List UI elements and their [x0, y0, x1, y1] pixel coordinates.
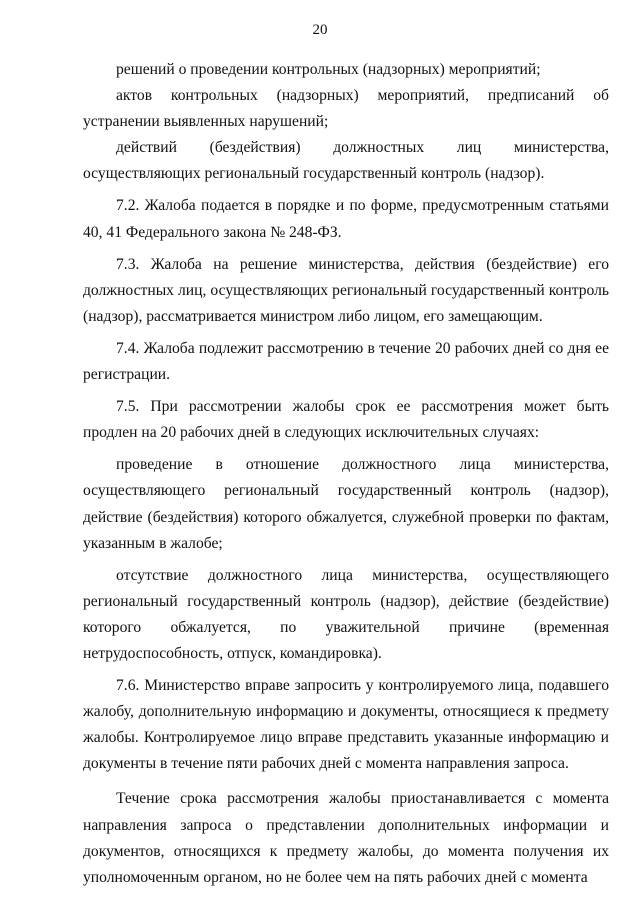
paragraph-7-2: 7.2. Жалоба подается в порядке и по форме, предусмотренным статьями 40, 41 Федерального закона № 248-ФЗ. — [83, 197, 609, 241]
paragraph-7-4: 7.4. Жалоба подлежит рассмотрению в течение 20 рабочих дней со дня ее регистрации. — [83, 339, 609, 384]
paragraph-suspension: Течение срока рассмотрения жалобы приостанавливается с момента направления запроса о представлении дополнительных информации и документов, относящихся к предмету жалобы, до момента получения их уполномоченным органом, но не более чем на пять рабочих дней с момента — [83, 790, 609, 886]
paragraph-case-inspection: проведение в отношение должностного лица министерства, осуществляющего региональный государственный контроль (надзор), действие (бездействия) которого обжалуется, служебной проверки по фактам, указанным в жалобе; — [83, 456, 609, 552]
paragraph-list-item-decisions: решений о проведении контрольных (надзорных) мероприятий; — [116, 61, 541, 78]
paragraph-list-item-acts: актов контрольных (надзорных) мероприятий, предписаний об устранении выявленных нарушений; — [83, 87, 609, 131]
document-body — [83, 57, 609, 891]
paragraph-7-3: 7.3. Жалоба на решение министерства, действия (бездействие) его должностных лиц, осуществляющих региональный государственный контроль (надзор), рассматривается министром либо лицом, его замещающим. — [83, 255, 609, 325]
paragraph-7-6: 7.6. Министерство вправе запросить у контролируемого лица, подавшего жалобу, дополнительную информацию и документы, относящиеся к предмету жалобы. Контролируемое лицо вправе представить указанные информацию и документы в течение пяти рабочих дней с момента направления запроса. — [83, 677, 609, 773]
page-number: 20 — [312, 22, 328, 38]
paragraph-7-5: 7.5. При рассмотрении жалобы срок ее рассмотрения может быть продлен на 20 рабочих дней в следующих исключительных случаях: — [83, 398, 609, 442]
paragraph-case-absence: отсутствие должностного лица министерства, осуществляющего региональный государственный контроль (надзор), действие (бездействие) которого обжалуется, по уважительной причине (временная нетрудоспособность, отпуск, командировка). — [83, 566, 609, 662]
paragraph-list-item-actions: действий (бездействия) должностных лиц министерства, осуществляющих региональный государственный контроль (надзор). — [83, 139, 609, 183]
